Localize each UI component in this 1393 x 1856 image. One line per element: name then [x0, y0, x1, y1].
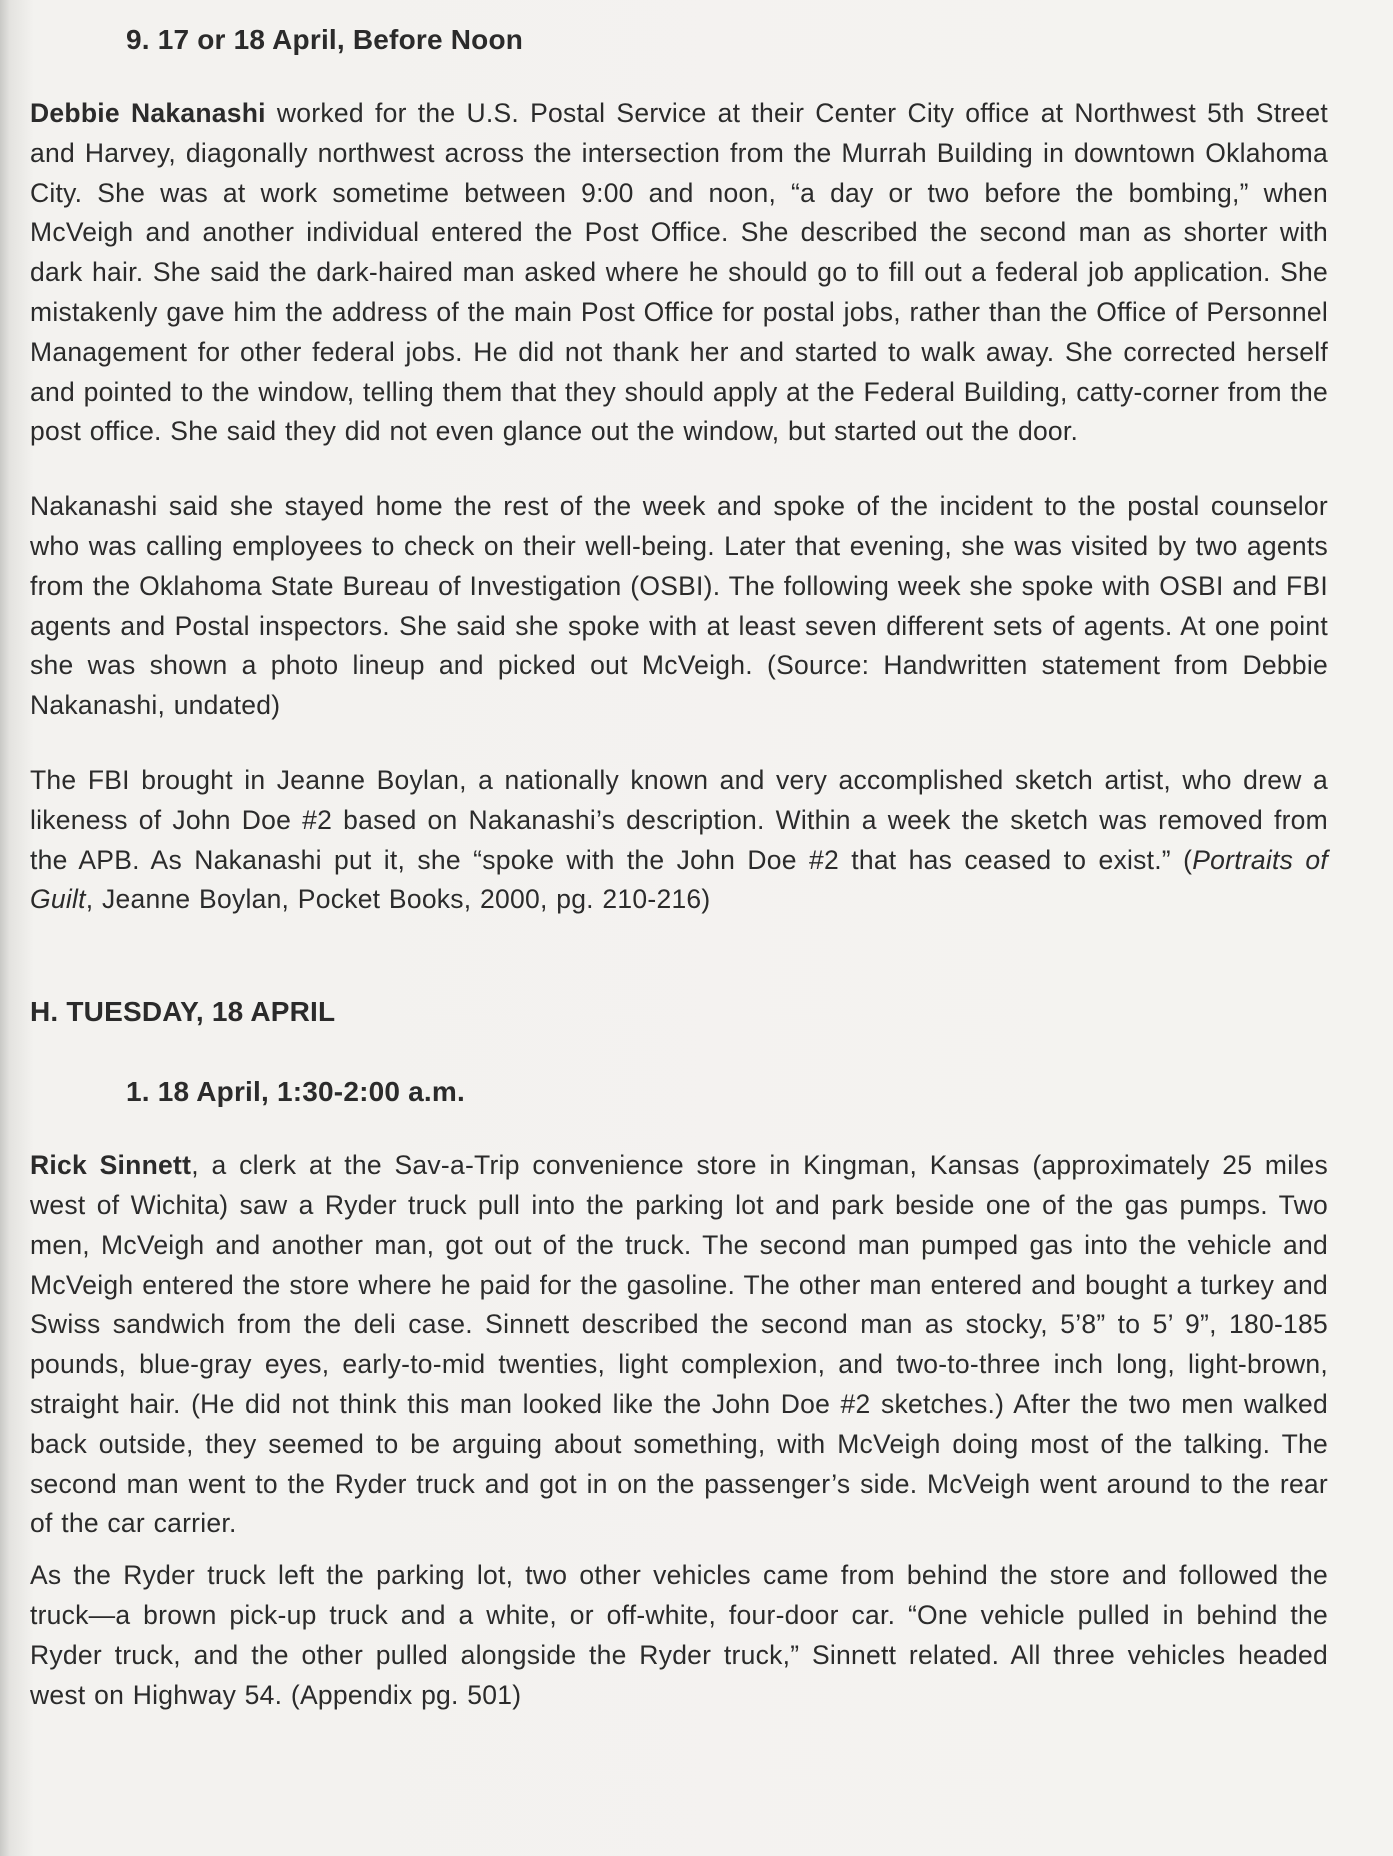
page-content	[30, 20, 1328, 1715]
paragraph-nakanashi-followup: Nakanashi said she stayed home the rest of the week and spoke of the incident to the postal counselor who was calling employees to check on their well-being. Later that evening, she was visited by two agents from the Oklahoma State Bureau of Investigation (OSBI). The following week she spoke with OSBI and FBI agents and Postal inspectors. She said she spoke with at least seven different sets of agents. At one point she was shown a photo lineup and picked out McVeigh. (Source: Handwritten statement from Debbie Nakanashi, undated)	[30, 491, 1328, 721]
paragraph-ryder-departure: As the Ryder truck left the parking lot, two other vehicles came from behind the store and followed the truck—a brown pick-up truck and a white, or off-white, four-door car. “One vehicle pulled in behind the Ryder truck, and the other pulled alongside the Ryder truck,” Sinnett related. All three vehicles headed west on Highway 54. (Appendix pg. 501)	[30, 1560, 1328, 1710]
section-heading-h: H. TUESDAY, 18 APRIL	[30, 996, 336, 1028]
paragraph-text: worked for the U.S. Postal Service at their Center City office at Northwest 5th Street and Harvey, diagonally northwest across the intersection from the Murrah Building in downtown Oklahoma City. She was at work sometime between 9:00 and noon, “a day or two before the bombing,” when McVeigh and another individual entered the Post Office. She described the second man as shorter with dark hair. She said the dark-haired man asked where he should go to fill out a federal job application. She mistakenly gave him the address of the main Post Office for postal jobs, rather than the Office of Personnel Management for other federal jobs. He did not thank her and started to walk away. She corrected herself and pointed to the window, telling them that they should apply at the Federal Building, catty-corner from the post office. She said they did not even glance out the window, but started out the door.	[30, 98, 1328, 447]
subsection-heading-9: 9. 17 or 18 April, Before Noon	[126, 24, 524, 55]
book-title: Portraits of Guilt	[30, 844, 1328, 915]
paragraph-boylan-sketch	[30, 761, 1328, 920]
witness-name: Debbie Nakanashi	[30, 98, 266, 128]
paragraph-text: , a clerk at the Sav-a-Trip convenience store in Kingman, Kansas (approximately 25 miles west of Wichita) saw a Ryder truck pull into the parking lot and park beside one of the gas pumps. Two men, McVeigh and another man, got out of the truck. The second man pumped gas into the vehicle and McVeigh entered the store where he paid for the gasoline. The other man entered and bought a turkey and Swiss sandwich from the deli case. Sinnett described the second man as stocky, 5’8” to 5’ 9”, 180-185 pounds, blue-gray eyes, early-to-mid twenties, light complexion, and two-to-three inch long, light-brown, straight hair. (He did not think this man looked like the John Doe #2 sketches.) After the two men walked back outside, they seemed to be arguing about something, with McVeigh doing most of the talking. The second man went to the Ryder truck and got in on the passenger’s side. McVeigh went around to the rear of the car carrier.	[30, 1150, 1328, 1539]
citation-tail: , Jeanne Boylan, Pocket Books, 2000, pg. 210-216)	[85, 884, 711, 915]
paragraph-nakanashi-account	[30, 94, 1328, 452]
paragraph-text: The FBI brought in Jeanne Boylan, a nationally known and very accomplished sketch artist, who drew a likeness of John Doe #2 based on Nakanashi’s description. Within a week the sketch was removed from the APB. As Nakanashi put it, she “spoke with the John Doe #2 that has ceased to exist.” (	[30, 764, 1328, 875]
subsection-heading-1: 1. 18 April, 1:30-2:00 a.m.	[126, 1076, 465, 1108]
paragraph-sinnett-account	[30, 1146, 1328, 1544]
witness-name: Rick Sinnett	[30, 1150, 192, 1181]
